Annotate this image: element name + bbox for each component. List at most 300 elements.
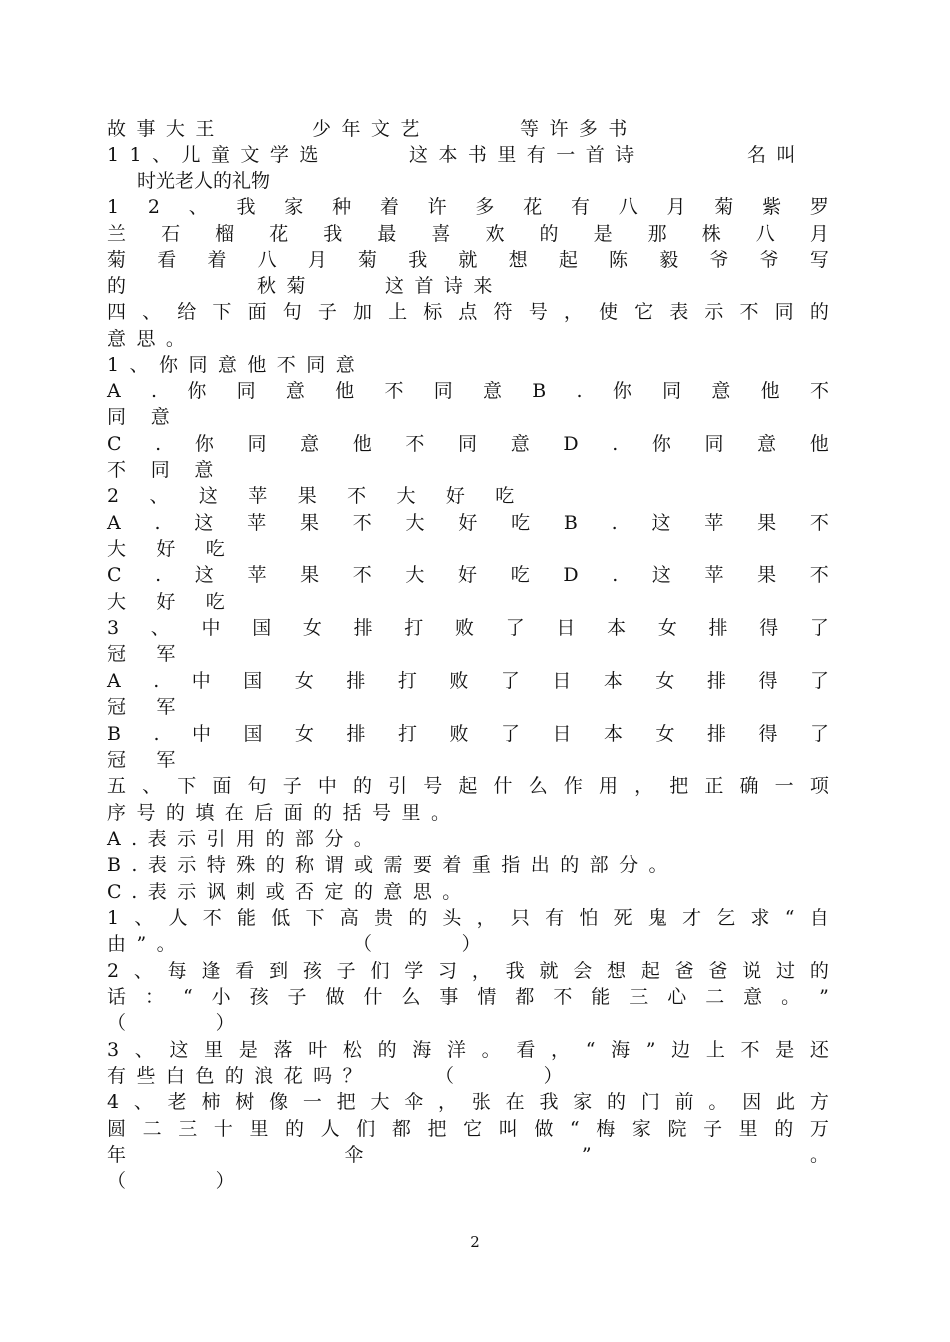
- glyph: 他: [809, 433, 829, 455]
- glyph: 小: [211, 986, 231, 1008]
- glyph: 的: [285, 1118, 305, 1140]
- option-line: [107, 378, 829, 404]
- glyph: 高: [339, 907, 359, 929]
- glyph: 一: [774, 775, 794, 797]
- glyph: 的: [377, 1039, 397, 1061]
- glyph: 柿: [201, 1091, 221, 1113]
- text-segment: A.表示引用的部分。: [107, 828, 384, 850]
- glyph: 用: [598, 775, 618, 797]
- answer-blank: （ ）: [353, 933, 523, 955]
- glyph: 这: [194, 512, 214, 534]
- text-segment: 名叫: [747, 144, 806, 166]
- glyph: 、: [134, 1039, 154, 1061]
- glyph: 前: [674, 1091, 694, 1113]
- glyph: 子: [287, 986, 307, 1008]
- glyph: 这: [651, 512, 671, 534]
- glyph: 的: [809, 301, 829, 323]
- glyph: 女: [655, 723, 675, 745]
- glyph: 爸: [674, 960, 694, 982]
- glyph: 叫: [498, 1118, 518, 1140]
- text-segment: 少年文艺: [312, 118, 430, 140]
- glyph: 本: [603, 723, 623, 745]
- text-line: [107, 1168, 829, 1194]
- glyph: 同: [704, 433, 724, 455]
- text-segment: 1、你同意他不同意: [107, 354, 366, 376]
- glyph: 子: [282, 775, 302, 797]
- glyph: 么: [401, 986, 421, 1008]
- glyph: 了: [500, 723, 520, 745]
- glyph: 败: [455, 617, 475, 639]
- glyph: 我: [236, 196, 256, 218]
- glyph: 它: [634, 301, 654, 323]
- glyph: 松: [342, 1039, 362, 1061]
- glyph: 2: [107, 960, 120, 982]
- glyph: 话: [107, 986, 127, 1008]
- glyph: 是: [775, 1039, 795, 1061]
- page-number: 2: [470, 1233, 480, 1251]
- glyph: 边: [671, 1039, 691, 1061]
- glyph: 想: [607, 960, 627, 982]
- glyph: “: [569, 1118, 580, 1140]
- glyph: 意: [743, 986, 763, 1008]
- option-line: [107, 879, 829, 905]
- glyph: 爸: [708, 960, 728, 982]
- glyph: 万: [809, 1118, 829, 1140]
- glyph: “: [182, 986, 193, 1008]
- glyph: 苹: [704, 564, 724, 586]
- glyph: 意: [285, 380, 305, 402]
- glyph: ，: [634, 775, 654, 797]
- glyph: 把: [427, 1118, 447, 1140]
- glyph: “: [784, 907, 795, 929]
- glyph: 面: [247, 301, 267, 323]
- glyph: 会: [573, 960, 593, 982]
- text-line: [107, 1142, 829, 1168]
- glyph: 方: [809, 1091, 829, 1113]
- glyph: 不: [202, 907, 222, 929]
- glyph: 示: [704, 301, 724, 323]
- glyph: 女: [302, 617, 322, 639]
- glyph: 意: [483, 380, 503, 402]
- glyph: 面: [212, 775, 232, 797]
- text-segment: 冠军: [107, 696, 206, 718]
- glyph: 下: [212, 301, 232, 323]
- glyph: 我: [408, 249, 428, 271]
- glyph: 吃: [510, 564, 530, 586]
- glyph: 们: [356, 1118, 376, 1140]
- glyph: 的: [408, 907, 428, 929]
- glyph: 上: [388, 301, 408, 323]
- glyph: 起: [640, 960, 660, 982]
- glyph: D: [563, 564, 579, 586]
- glyph: 子: [317, 301, 337, 323]
- glyph: 情: [477, 986, 497, 1008]
- glyph: 同: [433, 380, 453, 402]
- glyph: 的: [607, 1091, 627, 1113]
- glyph: .: [154, 512, 161, 534]
- glyph: .: [153, 723, 160, 745]
- glyph: 打: [397, 723, 417, 745]
- glyph: 排: [346, 723, 366, 745]
- glyph: 说: [742, 960, 762, 982]
- question-line: [107, 905, 829, 931]
- glyph: 想: [508, 249, 528, 271]
- text-line: [107, 326, 829, 352]
- glyph: 败: [449, 723, 469, 745]
- text-segment: 冠军: [107, 749, 206, 771]
- glyph: 了: [500, 670, 520, 692]
- glyph: 使: [598, 301, 618, 323]
- glyph: 果: [757, 512, 777, 534]
- glyph: A: [107, 380, 121, 402]
- glyph: 不: [352, 564, 372, 586]
- glyph: 意: [711, 380, 731, 402]
- glyph: 着: [207, 249, 227, 271]
- glyph: 此: [776, 1091, 796, 1113]
- glyph: 里: [204, 1039, 224, 1061]
- glyph: 。: [481, 1039, 501, 1061]
- glyph: 3: [107, 1039, 120, 1061]
- glyph: 五: [107, 775, 127, 797]
- glyph: 果: [757, 564, 777, 586]
- glyph: 们: [370, 960, 390, 982]
- glyph: 下: [305, 907, 325, 929]
- text-line: [107, 404, 829, 430]
- glyph: ”: [645, 1039, 656, 1061]
- question-line: [107, 1089, 829, 1115]
- glyph: 菊: [358, 249, 378, 271]
- glyph: 你: [187, 380, 207, 402]
- glyph: 树: [235, 1091, 255, 1113]
- glyph: 紫: [762, 196, 782, 218]
- glyph: 得: [759, 617, 779, 639]
- glyph: 、: [133, 1091, 153, 1113]
- glyph: 句: [282, 301, 302, 323]
- glyph: 日: [552, 723, 572, 745]
- glyph: A: [107, 512, 121, 534]
- glyph: 本: [603, 670, 623, 692]
- glyph: 符: [493, 301, 513, 323]
- glyph: 。: [809, 1144, 829, 1166]
- answer-blank: （ ）: [107, 1170, 277, 1192]
- text-segment: 2、这苹果不大好吃: [107, 485, 545, 507]
- glyph: 欢: [485, 223, 505, 245]
- glyph: 、: [142, 775, 162, 797]
- glyph: 事: [439, 986, 459, 1008]
- glyph: 洋: [446, 1039, 466, 1061]
- text-segment: 故事大王: [107, 118, 225, 140]
- glyph: 落: [273, 1039, 293, 1061]
- glyph: 子: [703, 1118, 723, 1140]
- glyph: 女: [657, 617, 677, 639]
- text-line: [107, 457, 829, 483]
- glyph: 过: [776, 960, 796, 982]
- glyph: 株: [701, 223, 721, 245]
- glyph: 是: [593, 223, 613, 245]
- glyph: 有: [545, 907, 565, 929]
- glyph: 得: [758, 670, 778, 692]
- text-line: 时光老人的礼物: [137, 170, 271, 192]
- glyph: 年: [107, 1144, 127, 1166]
- text-line: [107, 931, 829, 957]
- glyph: 这: [169, 1039, 189, 1061]
- glyph: 花: [523, 196, 543, 218]
- glyph: 都: [515, 986, 535, 1008]
- glyph: 子: [336, 960, 356, 982]
- glyph: 不: [352, 512, 372, 534]
- glyph: ，: [438, 1091, 458, 1113]
- text-segment: 序号的填在后面的括号里。: [107, 802, 461, 824]
- glyph: 就: [458, 249, 478, 271]
- glyph: 意: [300, 433, 320, 455]
- glyph: 看: [157, 249, 177, 271]
- glyph: 就: [539, 960, 559, 982]
- glyph: .: [151, 380, 158, 402]
- glyph: 、: [142, 301, 162, 323]
- glyph: 苹: [247, 512, 267, 534]
- glyph: 三: [178, 1118, 198, 1140]
- glyph: “: [585, 1039, 596, 1061]
- glyph: 败: [449, 670, 469, 692]
- question-line: [107, 1037, 829, 1063]
- glyph: 到: [269, 960, 289, 982]
- glyph: 兰: [107, 223, 127, 245]
- glyph: 不: [553, 986, 573, 1008]
- glyph: 。: [708, 1091, 728, 1113]
- question-line: [107, 483, 829, 509]
- glyph: 、: [188, 196, 208, 218]
- glyph: B: [107, 723, 121, 745]
- glyph: 求: [750, 907, 770, 929]
- glyph: 这: [194, 564, 214, 586]
- glyph: 海: [611, 1039, 631, 1061]
- glyph: 鬼: [647, 907, 667, 929]
- glyph: 同: [662, 380, 682, 402]
- glyph: C: [107, 564, 122, 586]
- glyph: 中: [201, 617, 221, 639]
- glyph: D: [563, 433, 579, 455]
- glyph: 海: [412, 1039, 432, 1061]
- glyph: 吃: [511, 512, 531, 534]
- text-segment: 有些白色的浪花吗？: [107, 1065, 373, 1087]
- glyph: 人: [168, 907, 188, 929]
- glyph: 打: [397, 670, 417, 692]
- glyph: 心: [667, 986, 687, 1008]
- text-line: [107, 800, 829, 826]
- glyph: 逢: [201, 960, 221, 982]
- glyph: 排: [353, 617, 373, 639]
- glyph: 么: [528, 775, 548, 797]
- glyph: 了: [505, 617, 525, 639]
- text-line: [107, 589, 829, 615]
- glyph: 好: [458, 564, 478, 586]
- glyph: 意: [757, 433, 777, 455]
- glyph: 在: [505, 1091, 525, 1113]
- glyph: 不: [384, 380, 404, 402]
- glyph: 加: [352, 301, 372, 323]
- glyph: 有: [570, 196, 590, 218]
- glyph: 还: [809, 1039, 829, 1061]
- glyph: 只: [510, 907, 530, 929]
- text-line: [107, 984, 829, 1010]
- glyph: .: [611, 512, 618, 534]
- text-segment: 意思。: [107, 328, 196, 350]
- glyph: 多: [475, 196, 495, 218]
- glyph: 引: [388, 775, 408, 797]
- glyph: 排: [346, 670, 366, 692]
- glyph: 都: [391, 1118, 411, 1140]
- glyph: 你: [612, 380, 632, 402]
- glyph: 果: [300, 564, 320, 586]
- glyph: 你: [651, 433, 671, 455]
- section-heading: [107, 773, 829, 799]
- glyph: 最: [377, 223, 397, 245]
- glyph: 他: [335, 380, 355, 402]
- glyph: 。: [781, 986, 801, 1008]
- glyph: 中: [317, 775, 337, 797]
- glyph: 圆: [107, 1118, 127, 1140]
- glyph: 梅: [596, 1118, 616, 1140]
- question-line: [107, 352, 829, 378]
- glyph: 1: [107, 907, 120, 929]
- glyph: 正: [704, 775, 724, 797]
- question-line: [107, 615, 829, 641]
- glyph: 月: [666, 196, 686, 218]
- glyph: 号: [423, 775, 443, 797]
- glyph: 号: [528, 301, 548, 323]
- glyph: 本: [607, 617, 627, 639]
- glyph: 二: [705, 986, 725, 1008]
- glyph: 同: [458, 433, 478, 455]
- glyph: 家: [573, 1091, 593, 1113]
- glyph: 贵: [373, 907, 393, 929]
- glyph: 是: [238, 1039, 258, 1061]
- glyph: .: [155, 433, 162, 455]
- glyph: 国: [243, 723, 263, 745]
- glyph: 他: [352, 433, 372, 455]
- glyph: 做: [534, 1118, 554, 1140]
- glyph: 苹: [247, 564, 267, 586]
- glyph: 榴: [215, 223, 235, 245]
- question-line: [107, 958, 829, 984]
- glyph: ”: [581, 1144, 592, 1166]
- glyph: 喜: [431, 223, 451, 245]
- text-line: [107, 747, 829, 773]
- glyph: 上: [705, 1039, 725, 1061]
- glyph: 了: [809, 617, 829, 639]
- option-line: [107, 721, 829, 747]
- glyph: 这: [651, 564, 671, 586]
- glyph: .: [612, 433, 619, 455]
- glyph: 二: [142, 1118, 162, 1140]
- glyph: 八: [257, 249, 277, 271]
- glyph: 同: [236, 380, 256, 402]
- glyph: 不: [809, 564, 829, 586]
- glyph: 里: [249, 1118, 269, 1140]
- option-line: [107, 562, 829, 588]
- text-segment: B.表示特殊的称谓或需要着重指出的部分。: [107, 854, 679, 876]
- glyph: 什: [493, 775, 513, 797]
- text-line: [107, 694, 829, 720]
- option-line: [107, 852, 829, 878]
- glyph: 着: [379, 196, 399, 218]
- glyph: 三: [629, 986, 649, 1008]
- glyph: 日: [556, 617, 576, 639]
- glyph: 菊: [714, 196, 734, 218]
- option-line: [107, 510, 829, 536]
- glyph: 句: [247, 775, 267, 797]
- glyph: 八: [755, 223, 775, 245]
- glyph: 确: [739, 775, 759, 797]
- glyph: 的: [774, 1118, 794, 1140]
- glyph: 学: [404, 960, 424, 982]
- glyph: 不: [809, 380, 829, 402]
- glyph: 怕: [579, 907, 599, 929]
- text-segment: C.表示讽刺或否定的意思。: [107, 881, 472, 903]
- glyph: 家: [284, 196, 304, 218]
- glyph: 排: [708, 617, 728, 639]
- glyph: ，: [563, 301, 583, 323]
- glyph: B: [563, 512, 578, 534]
- glyph: 表: [669, 301, 689, 323]
- glyph: 看: [516, 1039, 536, 1061]
- glyph: .: [612, 564, 619, 586]
- glyph: 苹: [704, 512, 724, 534]
- glyph: 好: [458, 512, 478, 534]
- text-segment: 这本书里有一首诗: [409, 144, 645, 166]
- glyph: 孩: [249, 986, 269, 1008]
- glyph: ：: [144, 986, 164, 1008]
- glyph: 1: [107, 196, 120, 218]
- text-segment: 不同意: [107, 459, 239, 481]
- glyph: 排: [706, 670, 726, 692]
- glyph: 老: [167, 1091, 187, 1113]
- text-segment: 的: [107, 275, 137, 297]
- text-segment: 由”。: [107, 933, 187, 955]
- glyph: 给: [177, 301, 197, 323]
- glyph: ”: [819, 986, 829, 1008]
- text-line: [107, 1116, 829, 1142]
- glyph: 的: [352, 775, 372, 797]
- glyph: 门: [640, 1091, 660, 1113]
- glyph: 大: [370, 1091, 390, 1113]
- glyph: 月: [307, 249, 327, 271]
- glyph: B: [532, 380, 547, 402]
- section-heading: [107, 299, 829, 325]
- glyph: 像: [269, 1091, 289, 1113]
- glyph: 果: [299, 512, 319, 534]
- glyph: 同: [774, 301, 794, 323]
- glyph: 不: [405, 433, 425, 455]
- text-line: [107, 1063, 829, 1089]
- glyph: 家: [631, 1118, 651, 1140]
- text-line: [107, 641, 829, 667]
- glyph: 一: [302, 1091, 322, 1113]
- glyph: 不: [739, 301, 759, 323]
- glyph: 排: [706, 723, 726, 745]
- glyph: 日: [552, 670, 572, 692]
- glyph: 自: [809, 907, 829, 929]
- glyph: 能: [237, 907, 257, 929]
- text-segment: 同意: [107, 406, 195, 428]
- glyph: 女: [294, 670, 314, 692]
- glyph: ，: [551, 1039, 571, 1061]
- glyph: 人: [320, 1118, 340, 1140]
- glyph: 因: [742, 1091, 762, 1113]
- glyph: 同: [247, 433, 267, 455]
- glyph: 中: [191, 670, 211, 692]
- glyph: 罗: [809, 196, 829, 218]
